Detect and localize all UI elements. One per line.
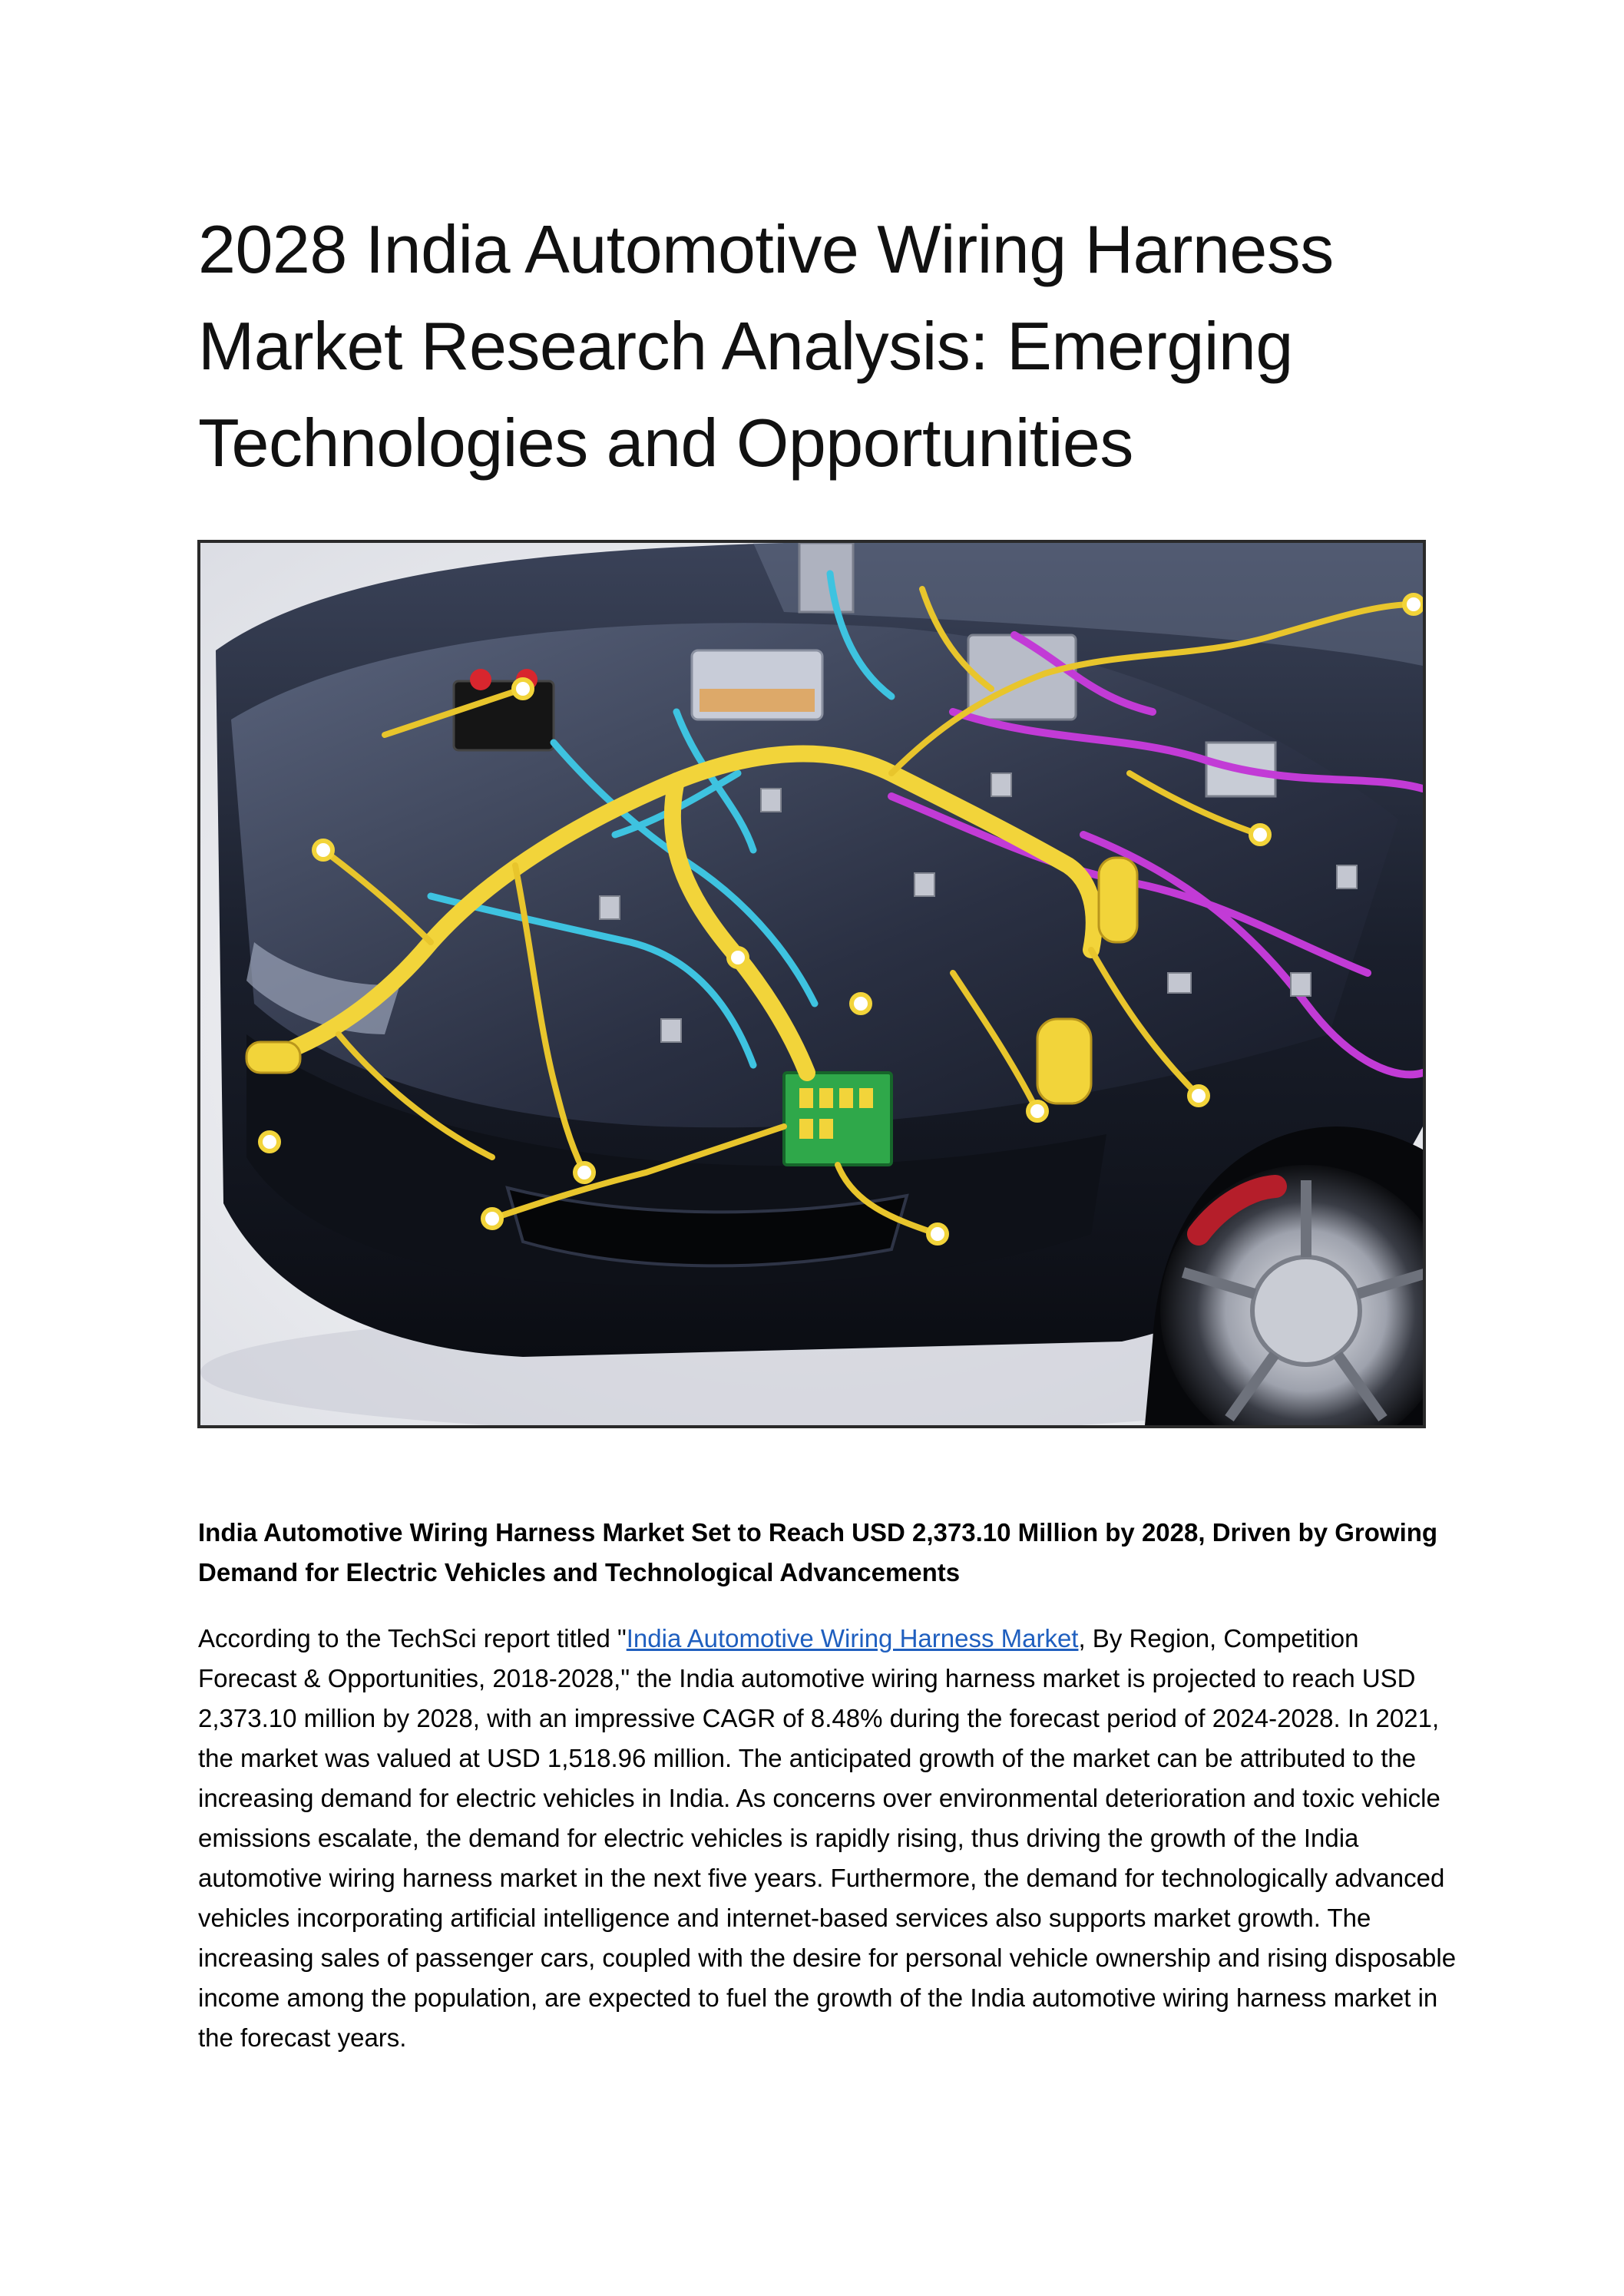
hero-image: [197, 540, 1426, 1428]
body-rest: , By Region, Competition Forecast & Opportunities, 2018-2028," the India automotive wiring harness market is projected to reach USD 2,373.10 million by 2028, with an impressive CAGR of 8.48% during the forecast period of 2024-2028. In 2021, the market was valued at USD 1,518.96 million. The anticipated growth of the market can be attributed to the increasing demand for electric vehicles in India. As concerns over environmental deterioration and toxic vehicle emissions escalate, the demand for electric vehicles is rapidly rising, thus driving the growth of the India automotive wiring harness market in the next five years. Furthermore, the demand for technologically advanced vehicles incorporating artificial intelligence and internet-based services also supports market growth. The increasing sales of passenger cars, coupled with the desire for personal vehicle ownership and rising disposable income among the population, are expected to fuel the growth of the India automotive wiring harness market in the forecast years.: [198, 1624, 1457, 2052]
body-intro: According to the TechSci report titled ": [198, 1624, 627, 1653]
report-link[interactable]: India Automotive Wiring Harness Market: [626, 1624, 1079, 1653]
page-title: 2028 India Automotive Wiring Harness Market Research Analysis: Emerging Technologies and Opportunities: [198, 211, 1334, 481]
section-headline: India Automotive Wiring Harness Market Set to Reach USD 2,373.10 Million by 2028, Driven by Growing Demand for Electric Vehicles and Technological Advancements: [198, 1518, 1438, 1586]
body-paragraph: [198, 1619, 1457, 2058]
car-wiring-harness-illustration-icon: [200, 543, 1423, 1425]
